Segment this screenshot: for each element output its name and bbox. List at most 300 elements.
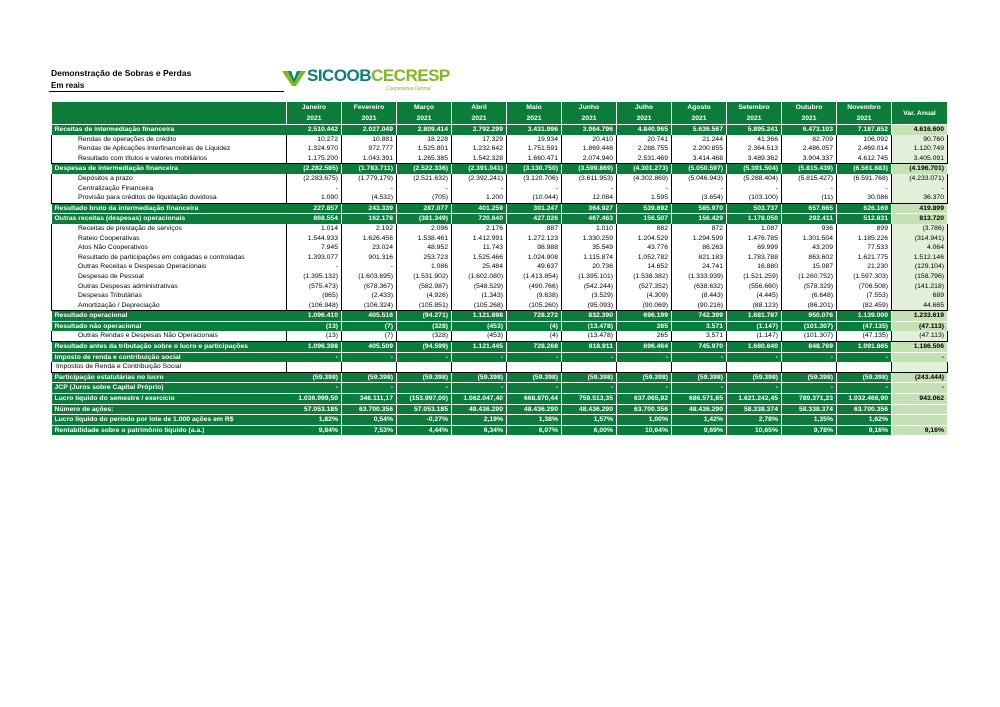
value-cell: (4.445) — [727, 291, 782, 301]
value-cell: 30.086 — [837, 193, 892, 203]
value-cell: 2.027.049 — [342, 125, 397, 135]
value-cell: 4.612.745 — [837, 154, 892, 164]
annual-value-cell: (141.218) — [892, 282, 948, 292]
value-cell: 1.036.999,50 — [287, 394, 342, 405]
year-header: 2021 — [782, 113, 837, 125]
row-label: Despesas Tributárias — [52, 291, 287, 301]
annual-value-cell: 1.186.506 — [892, 342, 948, 353]
value-cell: (101.307) — [782, 321, 837, 331]
value-cell: 253.723 — [397, 253, 452, 263]
month-header: Maio — [507, 102, 562, 113]
value-cell: (575.473) — [287, 282, 342, 292]
value-cell: 20.741 — [617, 135, 672, 145]
value-cell: 43.776 — [617, 243, 672, 253]
value-cell: (706.508) — [837, 282, 892, 292]
annual-value-cell: (243.444) — [892, 372, 948, 383]
annual-value-cell: 3.405.091 — [892, 154, 948, 164]
table-body — [52, 125, 948, 436]
value-cell: (527.352) — [617, 282, 672, 292]
value-cell: 3.571 — [672, 331, 727, 341]
value-cell: 1.139.000 — [837, 311, 892, 322]
row-label: Outras Receitas e Despesas Operacionais — [52, 262, 287, 272]
line-item-row — [52, 331, 948, 341]
value-cell — [782, 362, 837, 372]
value-cell: 24.741 — [672, 262, 727, 272]
value-cell: 6,07% — [507, 425, 562, 435]
value-cell: 759.513,35 — [562, 394, 617, 405]
value-cell: 1,00% — [617, 415, 672, 426]
line-item-row — [52, 234, 948, 244]
value-cell: 2.469.014 — [837, 144, 892, 154]
value-cell: (82.459) — [837, 301, 892, 311]
value-cell: - — [837, 184, 892, 194]
value-cell: (10.044) — [507, 193, 562, 203]
value-cell: 1.032.466,90 — [837, 394, 892, 405]
value-cell: - — [562, 184, 617, 194]
annual-value-cell: 813.720 — [892, 214, 948, 224]
annual-value-cell: 4.616.600 — [892, 125, 948, 135]
value-cell: 63.700.356 — [617, 404, 672, 415]
value-cell: (3.599.869) — [562, 164, 617, 174]
value-cell: (101.307) — [782, 331, 837, 341]
row-label: JCP (Juros sobre Capital Próprio) — [52, 383, 287, 394]
value-cell: 48.436.290 — [507, 404, 562, 415]
value-cell: 2.288.755 — [617, 144, 672, 154]
value-cell: 20.410 — [562, 135, 617, 145]
value-cell: 1.538.461 — [397, 234, 452, 244]
row-label: Despesas de Pessoal — [52, 272, 287, 282]
value-cell: 2.531.469 — [617, 154, 672, 164]
value-cell: 48.436.290 — [452, 404, 507, 415]
value-cell: (7) — [342, 321, 397, 331]
value-cell: 1.091.865 — [837, 342, 892, 353]
value-cell: 868.554 — [287, 214, 342, 224]
value-cell: (5.288.404) — [727, 174, 782, 184]
year-header: 2021 — [342, 113, 397, 125]
value-cell: 1,35% — [782, 415, 837, 426]
value-cell: 1.621.775 — [837, 253, 892, 263]
value-cell: (106.324) — [342, 301, 397, 311]
section-row — [52, 404, 948, 415]
row-label: Outras Rendas e Despesas Não Operacionais — [52, 331, 287, 341]
value-cell — [617, 362, 672, 372]
line-item-row — [52, 174, 948, 184]
value-cell: 0,54% — [342, 415, 397, 426]
value-cell: 6,00% — [562, 425, 617, 435]
value-cell: 48.436.290 — [562, 404, 617, 415]
year-header: 2021 — [727, 113, 782, 125]
value-cell: (5.391.504) — [727, 164, 782, 174]
line-item-row — [52, 135, 948, 145]
value-cell: - — [782, 352, 837, 362]
annual-value-cell: (158.796) — [892, 272, 948, 282]
annual-value-cell: (47.113) — [892, 321, 948, 331]
section-row — [52, 425, 948, 435]
sicoob-logo-icon — [282, 69, 306, 87]
value-cell: (90.069) — [617, 301, 672, 311]
value-cell: (59.398) — [397, 372, 452, 383]
value-cell: - — [562, 352, 617, 362]
value-cell: (13) — [287, 331, 342, 341]
value-cell: 2.192 — [342, 224, 397, 234]
value-cell: 63.700.356 — [837, 404, 892, 415]
row-label: Participação estatutárias no lucro — [52, 372, 287, 383]
year-header: 2021 — [287, 113, 342, 125]
annual-value-cell: 9,16% — [892, 425, 948, 435]
value-cell: 3.904.337 — [782, 154, 837, 164]
value-cell: (105.260) — [507, 301, 562, 311]
month-header: Outubro — [782, 102, 837, 113]
line-item-row — [52, 301, 948, 311]
value-cell: 156.429 — [672, 214, 727, 224]
value-cell: (1.260.752) — [782, 272, 837, 282]
value-cell: 1,42% — [672, 415, 727, 426]
value-cell: 1.024.908 — [507, 253, 562, 263]
value-cell: 1.090 — [287, 193, 342, 203]
value-cell: (1.147) — [727, 321, 782, 331]
value-cell: (4) — [507, 321, 562, 331]
value-cell: (1.147) — [727, 331, 782, 341]
row-label: Resultado operacional — [52, 311, 287, 322]
year-header: 2021 — [617, 113, 672, 125]
value-cell: 1.681.787 — [727, 311, 782, 322]
month-header: Novembro — [837, 102, 892, 113]
value-cell: 668.870,44 — [507, 394, 562, 405]
value-cell: 1.393.077 — [287, 253, 342, 263]
value-cell: 696.199 — [617, 311, 672, 322]
value-cell: 1.330.259 — [562, 234, 617, 244]
value-cell: (865) — [287, 291, 342, 301]
value-cell: - — [342, 383, 397, 394]
value-cell: 2.510.442 — [287, 125, 342, 135]
value-cell: 2.096 — [397, 224, 452, 234]
month-header: Julho — [617, 102, 672, 113]
annual-value-cell: 4.064 — [892, 243, 948, 253]
value-cell: - — [672, 383, 727, 394]
annual-value-cell: - — [892, 184, 948, 194]
value-cell: (2.392.241) — [452, 174, 507, 184]
value-cell: 686.571,65 — [672, 394, 727, 405]
value-cell: 1.294.599 — [672, 234, 727, 244]
value-cell: 57.053.185 — [397, 404, 452, 415]
value-cell — [727, 362, 782, 372]
value-cell: - — [507, 184, 562, 194]
value-cell: 1.265.385 — [397, 154, 452, 164]
value-cell: - — [397, 352, 452, 362]
value-cell: 1.121.898 — [452, 311, 507, 322]
value-cell: (4.926) — [397, 291, 452, 301]
value-cell: - — [837, 383, 892, 394]
value-cell: - — [617, 352, 672, 362]
value-cell: - — [452, 352, 507, 362]
value-cell: 6.473.103 — [782, 125, 837, 135]
value-cell: 287.077 — [397, 203, 452, 214]
value-cell: (2.433) — [342, 291, 397, 301]
value-cell: (5.815.427) — [782, 174, 837, 184]
value-cell: (2.391.041) — [452, 164, 507, 174]
annual-value-cell: (129.104) — [892, 262, 948, 272]
value-cell: 2,19% — [452, 415, 507, 426]
value-cell: (678.367) — [342, 282, 397, 292]
row-label: Lucro líquido do semestre / exercício — [52, 394, 287, 405]
value-cell: - — [452, 184, 507, 194]
value-cell: 346.111,17 — [342, 394, 397, 405]
value-cell: 1.680.640 — [727, 342, 782, 353]
value-cell: 728.272 — [507, 311, 562, 322]
value-cell: (582.987) — [397, 282, 452, 292]
value-cell: (2.282.585) — [287, 164, 342, 174]
value-cell: (1.395.132) — [287, 272, 342, 282]
value-cell: (548.529) — [452, 282, 507, 292]
value-cell: 745.970 — [672, 342, 727, 353]
row-label: Centralização Financeira — [52, 184, 287, 194]
value-cell: (13) — [287, 321, 342, 331]
row-label: Resultado antes da tributação sobre o lucro e participações — [52, 342, 287, 353]
value-cell: 9,78% — [782, 425, 837, 435]
value-cell: 16.880 — [727, 262, 782, 272]
value-cell: 10.881 — [342, 135, 397, 145]
value-cell: 3.489.362 — [727, 154, 782, 164]
value-cell: 1.595 — [617, 193, 672, 203]
value-cell — [287, 362, 342, 372]
value-cell: 1.121.445 — [452, 342, 507, 353]
year-header: 2021 — [672, 113, 727, 125]
annual-value-cell: (3.786) — [892, 224, 948, 234]
value-cell: 1.525.466 — [452, 253, 507, 263]
value-cell: 292.411 — [782, 214, 837, 224]
value-cell: (59.398) — [672, 372, 727, 383]
value-cell: (94.271) — [397, 311, 452, 322]
header-row-months — [52, 102, 948, 113]
value-cell: 1.301.504 — [782, 234, 837, 244]
value-cell: 21.230 — [837, 262, 892, 272]
value-cell: 1,62% — [837, 415, 892, 426]
value-cell: 25.484 — [452, 262, 507, 272]
value-cell: 9,69% — [672, 425, 727, 435]
value-cell: (47.135) — [837, 321, 892, 331]
value-cell: 1.660.471 — [507, 154, 562, 164]
value-cell: - — [672, 184, 727, 194]
value-cell: (59.398) — [342, 372, 397, 383]
line-item-row — [52, 193, 948, 203]
row-label: Impostos de Renda e Contribuição Social — [52, 362, 287, 372]
month-header: Junho — [562, 102, 617, 113]
annual-value-cell — [892, 404, 948, 415]
value-cell: 1.525.801 — [397, 144, 452, 154]
value-cell: 15.087 — [782, 262, 837, 272]
section-row — [52, 214, 948, 224]
annual-value-cell: - — [892, 352, 948, 362]
line-item-row — [52, 184, 948, 194]
value-cell: - — [727, 352, 782, 362]
value-cell: 427.026 — [507, 214, 562, 224]
value-cell: 728.268 — [507, 342, 562, 353]
value-cell: - — [782, 383, 837, 394]
value-cell: 1.200 — [452, 193, 507, 203]
value-cell: 106.092 — [837, 135, 892, 145]
row-label: Receitas de prestação de serviços — [52, 224, 287, 234]
value-cell: 35.549 — [562, 243, 617, 253]
value-cell: 972.777 — [342, 144, 397, 154]
annual-value-cell: 1.120.749 — [892, 144, 948, 154]
value-cell: (1.603.695) — [342, 272, 397, 282]
annual-value-cell — [892, 362, 948, 372]
header-divider — [49, 91, 284, 92]
value-cell: (4.532) — [342, 193, 397, 203]
value-cell: 789.371,23 — [782, 394, 837, 405]
annual-value-cell: 689 — [892, 291, 948, 301]
value-cell: 818.911 — [562, 342, 617, 353]
value-cell: 364.927 — [562, 203, 617, 214]
value-cell: (59.398) — [727, 372, 782, 383]
logo-wordmark-part2: CECRESP — [371, 66, 450, 85]
value-cell — [837, 362, 892, 372]
value-cell: 657.665 — [782, 203, 837, 214]
value-cell: 17.329 — [452, 135, 507, 145]
value-cell: (2.521.632) — [397, 174, 452, 184]
line-item-row — [52, 262, 948, 272]
value-cell: 2.792.299 — [452, 125, 507, 135]
report-title: Demonstração de Sobras e Perdas — [51, 68, 192, 78]
value-cell: -0,27% — [397, 415, 452, 426]
header-label-cell — [52, 102, 287, 125]
value-cell: 1.175.200 — [287, 154, 342, 164]
value-cell: 1.096.410 — [287, 311, 342, 322]
line-item-row — [52, 253, 948, 263]
value-cell: 585.970 — [672, 203, 727, 214]
annual-value-cell — [892, 415, 948, 426]
value-cell: (4.301.273) — [617, 164, 672, 174]
section-row — [52, 164, 948, 174]
value-cell: 1.178.050 — [727, 214, 782, 224]
value-cell: 872 — [672, 224, 727, 234]
value-cell: 227.857 — [287, 203, 342, 214]
value-cell: (3.130.750) — [507, 164, 562, 174]
section-row — [52, 125, 948, 135]
value-cell: 7.187.852 — [837, 125, 892, 135]
value-cell: 2.074.940 — [562, 154, 617, 164]
value-cell: (90.216) — [672, 301, 727, 311]
value-cell: 243.339 — [342, 203, 397, 214]
value-cell: 1.086 — [397, 262, 452, 272]
value-cell: 1.621.242,45 — [727, 394, 782, 405]
income-statement-table — [51, 102, 948, 435]
value-cell: - — [617, 184, 672, 194]
row-label: Resultado de participações em coligadas e controladas — [52, 253, 287, 263]
row-label: Depósitos a prazo — [52, 174, 287, 184]
value-cell: 21.244 — [672, 135, 727, 145]
value-cell: 58.338.374 — [782, 404, 837, 415]
row-label: Receitas de intermediação financeira — [52, 125, 287, 135]
value-cell: 832.390 — [562, 311, 617, 322]
value-cell: (4) — [507, 331, 562, 341]
month-header: Setembro — [727, 102, 782, 113]
value-cell: (1.343) — [452, 291, 507, 301]
value-cell: (1.538.382) — [617, 272, 672, 282]
value-cell: 98.988 — [507, 243, 562, 253]
value-cell: 48.436.290 — [672, 404, 727, 415]
value-cell: (106.948) — [287, 301, 342, 311]
year-header: 2021 — [397, 113, 452, 125]
value-cell: 950.076 — [782, 311, 837, 322]
value-cell: - — [452, 383, 507, 394]
value-cell: 1.232.642 — [452, 144, 507, 154]
value-cell: 401.259 — [452, 203, 507, 214]
value-cell: (88.123) — [727, 301, 782, 311]
line-item-row — [52, 362, 948, 372]
value-cell: 1.052.782 — [617, 253, 672, 263]
month-header: Janeiro — [287, 102, 342, 113]
value-cell: (556.660) — [727, 282, 782, 292]
value-cell: (59.398) — [507, 372, 562, 383]
value-cell: (59.398) — [617, 372, 672, 383]
value-cell: 265 — [617, 331, 672, 341]
value-cell: (86.201) — [782, 301, 837, 311]
value-cell: 10.272 — [287, 135, 342, 145]
month-header: Agosto — [672, 102, 727, 113]
annual-value-cell: (4.196.701) — [892, 164, 948, 174]
row-label: Rentabilidade sobre o patrimônio líquido (a.a.) — [52, 425, 287, 435]
value-cell — [562, 362, 617, 372]
value-cell: 1.043.391 — [342, 154, 397, 164]
value-cell: (3.529) — [562, 291, 617, 301]
value-cell: 7.945 — [287, 243, 342, 253]
annual-value-cell: 1.512.146 — [892, 253, 948, 263]
value-cell: (1.413.854) — [507, 272, 562, 282]
value-cell: 887 — [507, 224, 562, 234]
value-cell: (381.349) — [397, 214, 452, 224]
value-cell: 863.602 — [782, 253, 837, 263]
value-cell: (1.602.080) — [452, 272, 507, 282]
value-cell: (95.093) — [562, 301, 617, 311]
value-cell: (11) — [782, 193, 837, 203]
value-cell: (1.779.179) — [342, 174, 397, 184]
value-cell: 49.637 — [507, 262, 562, 272]
annual-value-cell: 36.370 — [892, 193, 948, 203]
annual-value-cell: (47.113) — [892, 331, 948, 341]
value-cell: 6,34% — [452, 425, 507, 435]
row-label: Atos Não Cooperativos — [52, 243, 287, 253]
value-cell: 63.700.356 — [342, 404, 397, 415]
value-cell: (103.100) — [727, 193, 782, 203]
value-cell: 57.053.185 — [287, 404, 342, 415]
value-cell: 19.934 — [507, 135, 562, 145]
section-row — [52, 342, 948, 353]
value-cell: 1.542.328 — [452, 154, 507, 164]
value-cell: - — [397, 383, 452, 394]
section-row — [52, 352, 948, 362]
value-cell: 1.062.047,40 — [452, 394, 507, 405]
value-cell: (3.611.953) — [562, 174, 617, 184]
value-cell: (453) — [452, 321, 507, 331]
value-cell: (578.329) — [782, 282, 837, 292]
value-cell: (638.632) — [672, 282, 727, 292]
value-cell: 82.709 — [782, 135, 837, 145]
value-cell: 1.544.933 — [287, 234, 342, 244]
annual-value-cell: 1.233.619 — [892, 311, 948, 322]
value-cell: (453) — [452, 331, 507, 341]
value-cell: - — [562, 383, 617, 394]
value-cell: 3.431.996 — [507, 125, 562, 135]
value-cell: 2.176 — [452, 224, 507, 234]
value-cell: 1.412.991 — [452, 234, 507, 244]
value-cell: - — [837, 352, 892, 362]
value-cell: 882 — [617, 224, 672, 234]
value-cell: 1.869.446 — [562, 144, 617, 154]
annual-header: Var. Anual — [892, 102, 948, 125]
value-cell: 539.692 — [617, 203, 672, 214]
row-label: Imposto de renda e contribuição social — [52, 352, 287, 362]
